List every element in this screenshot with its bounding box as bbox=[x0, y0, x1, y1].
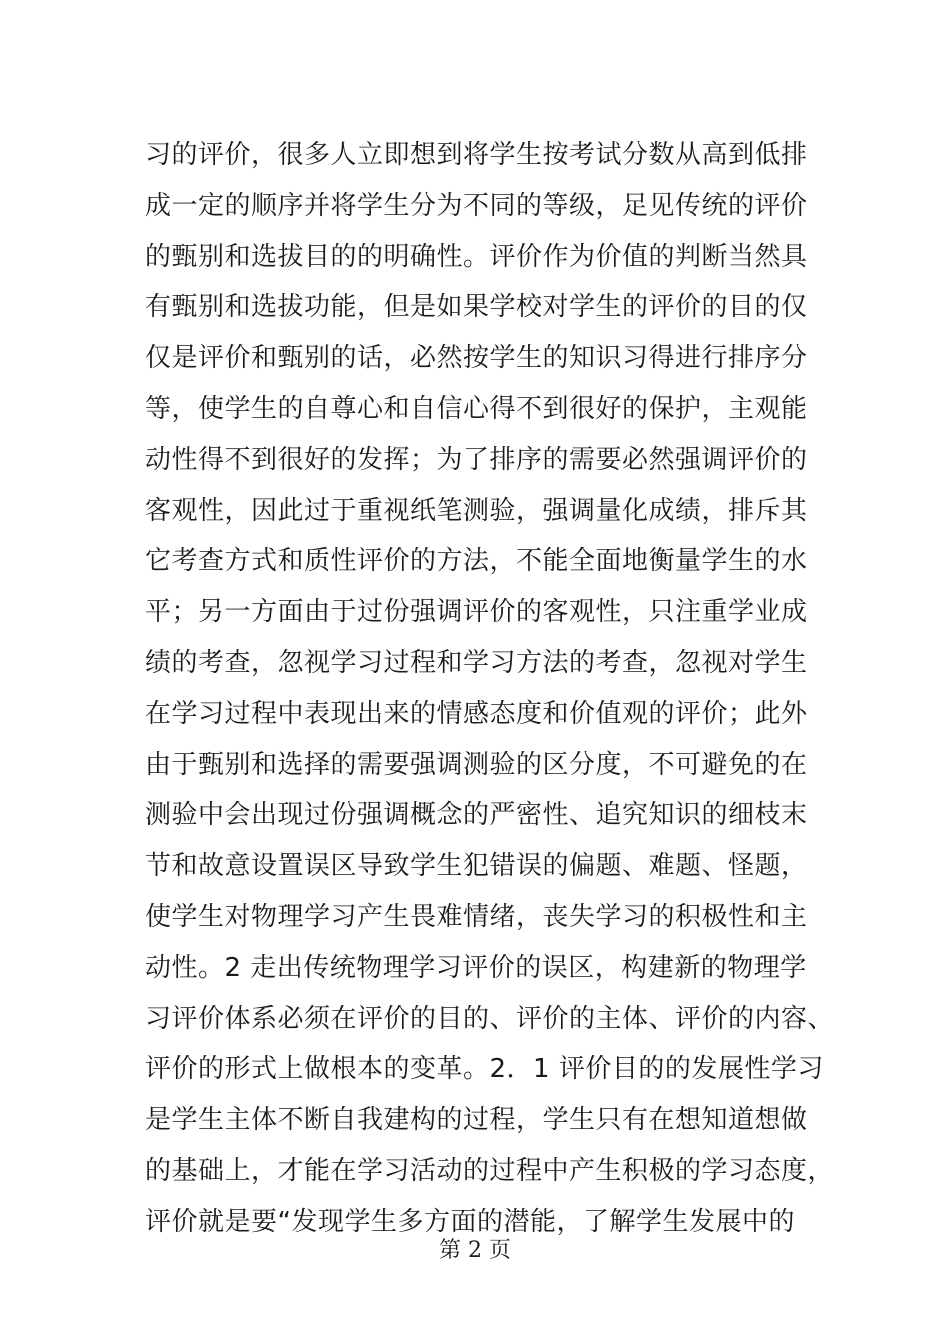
text-line: 仅是评价和甄别的话，必然按学生的知识习得进行排序分 bbox=[145, 343, 808, 374]
text-line: 节和故意设置误区导致学生犯错误的偏题、难题、怪题， bbox=[145, 851, 808, 882]
text-line: 绩的考查，忽视学习过程和学习方法的考查，忽视对学生 bbox=[145, 647, 808, 678]
text-line: 客观性，因此过于重视纸笔测验，强调量化成绩，排斥其 bbox=[145, 495, 808, 526]
text-line: 动性得不到很好的发挥；为了排序的需要必然强调评价的 bbox=[145, 444, 808, 475]
page-number-footer: 第 2 页 bbox=[439, 1238, 511, 1263]
text-line: 习评价体系必须在评价的目的、评价的主体、评价的内容、 bbox=[145, 1003, 835, 1034]
text-line: 评价就是要“发现学生多方面的潜能，了解学生发展中的 bbox=[145, 1206, 795, 1237]
text-line: 在学习过程中表现出来的情感态度和价值观的评价；此外 bbox=[145, 698, 808, 729]
text-line: 它考查方式和质性评价的方法，不能全面地衡量学生的水 bbox=[145, 546, 808, 577]
text-line: 由于甄别和选择的需要强调测验的区分度，不可避免的在 bbox=[145, 749, 808, 780]
text-line: 的甄别和选拔目的的明确性。评价作为价值的判断当然具 bbox=[145, 241, 808, 272]
text-line: 等，使学生的自尊心和自信心得不到很好的保护，主观能 bbox=[145, 393, 808, 424]
text-line: 平；另一方面由于过份强调评价的客观性，只注重学业成 bbox=[145, 597, 808, 628]
text-line: 有甄别和选拔功能，但是如果学校对学生的评价的目的仅 bbox=[145, 292, 808, 323]
body-text bbox=[145, 130, 835, 1248]
text-line: 使学生对物理学习产生畏难情绪，丧失学习的积极性和主 bbox=[145, 901, 808, 932]
text-line: 成一定的顺序并将学生分为不同的等级，足见传统的评价 bbox=[145, 190, 808, 221]
text-line: 的基础上，才能在学习活动的过程中产生积极的学习态度， bbox=[145, 1155, 835, 1186]
text-line: 评价的形式上做根本的变革。2．1 评价目的的发展性学习 bbox=[145, 1054, 824, 1085]
text-line: 习的评价，很多人立即想到将学生按考试分数从高到低排 bbox=[145, 140, 808, 170]
text-line: 测验中会出现过份强调概念的严密性、追究知识的细枝末 bbox=[145, 800, 808, 831]
text-line: 动性。2 走出传统物理学习评价的误区，构建新的物理学 bbox=[145, 952, 807, 983]
text-line: 是学生主体不断自我建构的过程，学生只有在想知道想做 bbox=[145, 1105, 808, 1136]
